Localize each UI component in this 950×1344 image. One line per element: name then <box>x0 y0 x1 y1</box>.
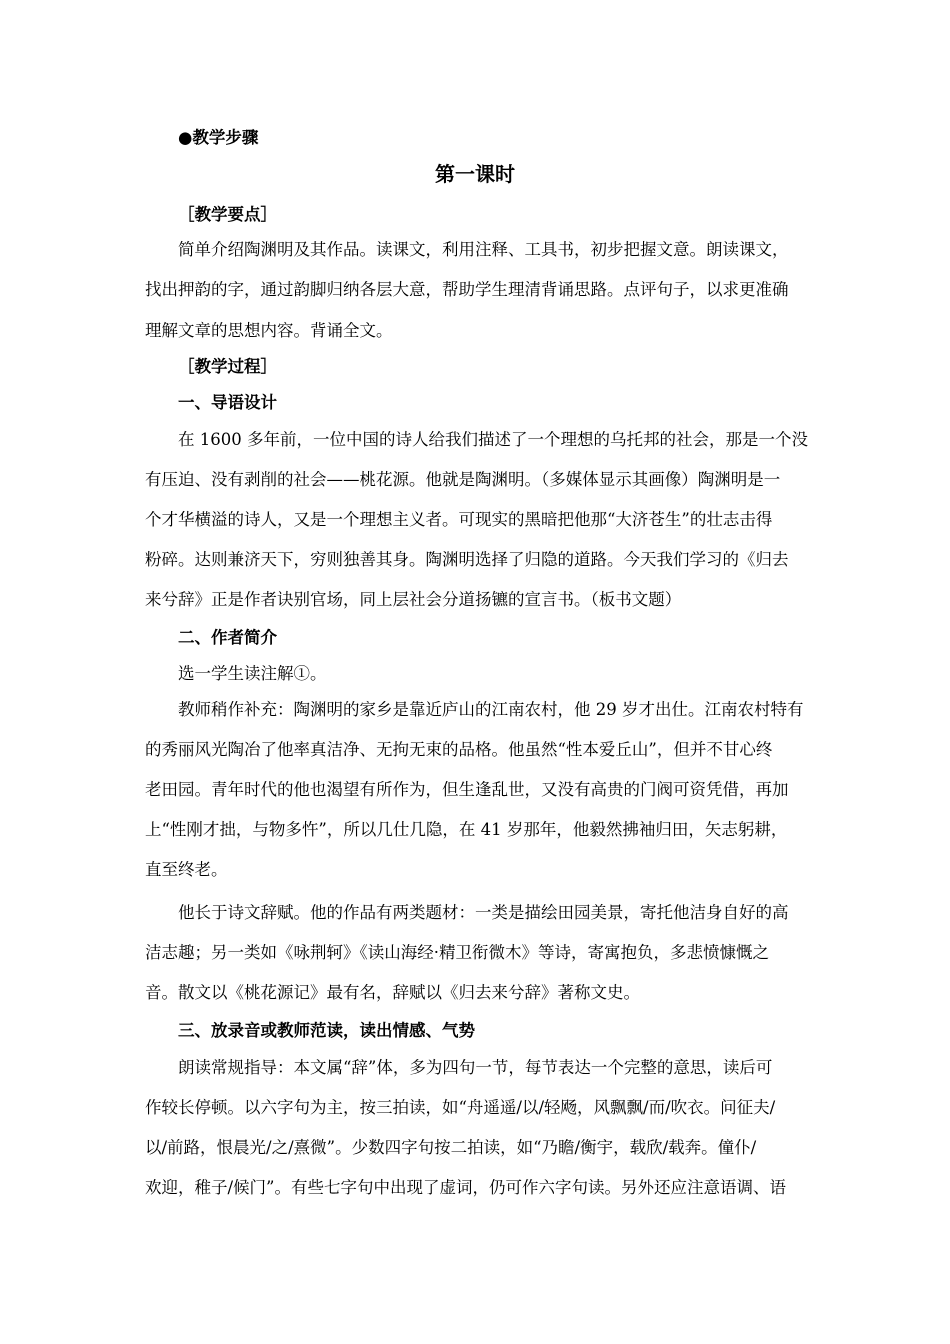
paragraph-line: 在 1600 多年前，一位中国的诗人给我们描述了一个理想的乌托邦的社会，那是一个没 <box>178 430 808 449</box>
process-heading: ［教学过程］ <box>178 357 277 376</box>
paragraph-line: 他长于诗文辞赋。他的作品有两类题材：一类是描绘田园美景，寄托他洁身自好的高 <box>178 903 789 922</box>
paragraph-line: 有压迫、没有剥削的社会——桃花源。他就是陶渊明。（多媒体显示其画像）陶渊明是一 <box>145 470 781 489</box>
paragraph-line: 老田园。青年时代的他也渴望有所作为，但生逢乱世，又没有高贵的门阀可资凭借，再加 <box>145 780 789 799</box>
paragraph-line: 洁志趣；另一类如《咏荆轲》《读山海经·精卫衔微木》等诗，寄寓抱负，多悲愤慷慨之 <box>145 943 769 962</box>
key-points-line: 理解文章的思想内容。背诵全文。 <box>145 321 393 340</box>
paragraph-line: 来兮辞》正是作者诀别官场，同上层社会分道扬镳的宣言书。（板书文题） <box>145 590 682 609</box>
paragraph-line: 个才华横溢的诗人，又是一个理想主义者。可现实的黑暗把他那“大济苍生”的壮志击得 <box>145 510 773 529</box>
paragraph-line: 教师稍作补充：陶渊明的家乡是靠近庐山的江南农村，他 29 岁才出仕。江南农村特有 <box>178 700 804 719</box>
paragraph-line: 以/前路，恨晨光/之/熹微”。少数四字句按二拍读，如“乃瞻/衡宇，载欣/载奔。僮仆/ <box>145 1138 757 1157</box>
steps-heading: ●教学步骤 <box>178 128 259 147</box>
key-points-line: 简单介绍陶渊明及其作品。读课文，利用注释、工具书，初步把握文意。朗读课文， <box>178 240 789 259</box>
paragraph-line: 欢迎，稚子/候门”。有些七字句中出现了虚词，仍可作六字句读。另外还应注意语调、语 <box>145 1178 786 1197</box>
paragraph-line: 选一学生读注解①。 <box>178 664 327 683</box>
paragraph-line: 朗读常规指导：本文属“辞”体，多为四句一节，每节表达一个完整的意思，读后可 <box>178 1058 773 1077</box>
paragraph-line: 直至终老。 <box>145 860 228 879</box>
paragraph-line: 的秀丽风光陶冶了他率真洁净、无拘无束的品格。他虽然“性本爱丘山”，但并不甘心终 <box>145 740 773 759</box>
paragraph-line: 粉碎。达则兼济天下，穷则独善其身。陶渊明选择了归隐的道路。今天我们学习的《归去 <box>145 550 789 569</box>
paragraph-line: 上“性刚才拙，与物多忤”，所以几仕几隐，在 41 岁那年，他毅然拂袖归田，矢志躬耕， <box>145 820 788 839</box>
section3-heading: 三、放录音或教师范读，读出情感、气势 <box>178 1021 475 1040</box>
paragraph-line: 作较长停顿。以六字句为主，按三拍读，如“舟遥遥/以/轻飏，风飘飘/而/吹衣。问征夫/ <box>145 1098 776 1117</box>
section1-heading: 一、导语设计 <box>178 393 277 412</box>
lesson-title: 第一课时 <box>435 162 515 186</box>
key-points-heading: ［教学要点］ <box>178 205 277 224</box>
key-points-line: 找出押韵的字，通过韵脚归纳各层大意，帮助学生理清背诵思路。点评句子，以求更准确 <box>145 280 789 299</box>
section2-heading: 二、作者简介 <box>178 628 277 647</box>
paragraph-line: 音。散文以《桃花源记》最有名，辞赋以《归去来兮辞》著称文史。 <box>145 983 640 1002</box>
